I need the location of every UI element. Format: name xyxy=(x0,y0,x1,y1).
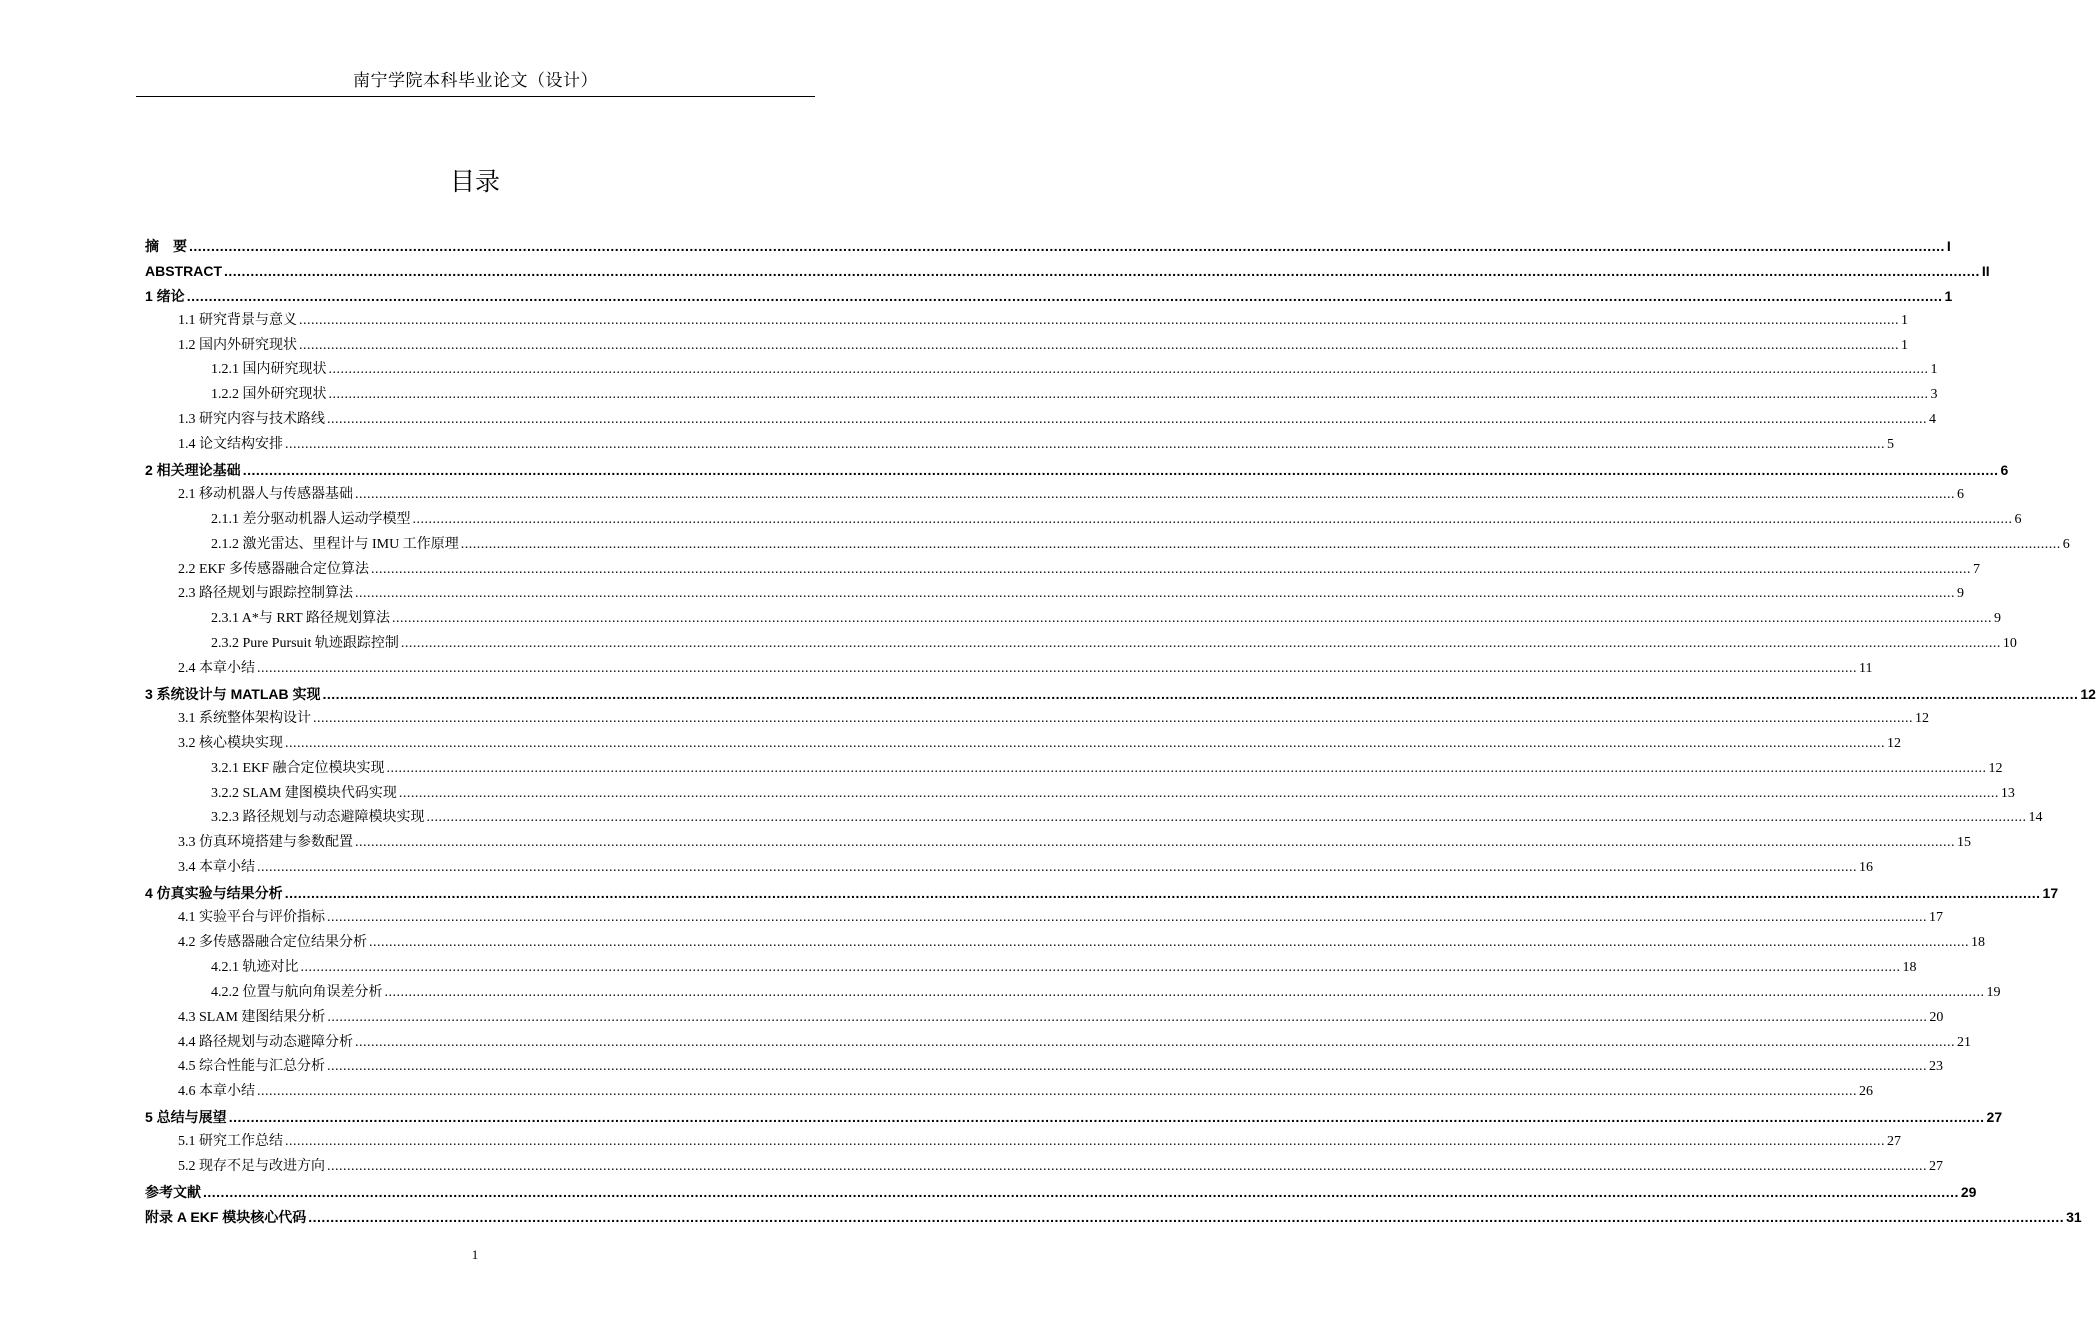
toc-entry-page: 31 xyxy=(2066,1208,2082,1225)
toc-entry[interactable] xyxy=(145,508,2022,533)
toc-entry-label: 1.2.1 国内研究现状 xyxy=(211,362,327,378)
toc-leader-dots: ................................................................................................................................................................................................................................................................................................................................................................................................................ xyxy=(257,860,1857,876)
toc-entry-page: 14 xyxy=(2028,810,2043,826)
toc-entry-label: 1.3 研究内容与技术路线 xyxy=(178,412,325,428)
toc-leader-dots: ................................................................................................................................................................................................................................................................................................................................................................................................................ xyxy=(398,785,1999,801)
toc-leader-dots: ................................................................................................................................................................................................................................................................................................................................................................................................................ xyxy=(203,1183,1959,1200)
toc-leader-dots: ................................................................................................................................................................................................................................................................................................................................................................................................................ xyxy=(400,636,2001,652)
toc-entry-label: 附录 A EKF 模块核心代码 xyxy=(145,1208,307,1225)
toc-entry-label: 4.5 综合性能与汇总分析 xyxy=(178,1059,325,1075)
toc-entry[interactable] xyxy=(145,607,2001,632)
toc-entry-label: 3.2.2 SLAM 建图模块代码实现 xyxy=(211,785,397,801)
toc-entry[interactable] xyxy=(145,458,2009,483)
toc-leader-dots: ................................................................................................................................................................................................................................................................................................................................................................................................................ xyxy=(308,1208,2065,1225)
toc-leader-dots: ................................................................................................................................................................................................................................................................................................................................................................................................................ xyxy=(299,312,1899,328)
toc-entry[interactable] xyxy=(145,956,1917,981)
toc-entry[interactable] xyxy=(145,831,1971,856)
toc-entry[interactable] xyxy=(145,1155,1943,1180)
page-number: 1 xyxy=(471,1247,479,1262)
toc-entry-page: 15 xyxy=(1957,835,1971,851)
toc-entry[interactable] xyxy=(145,881,2059,906)
toc-leader-dots: ................................................................................................................................................................................................................................................................................................................................................................................................................ xyxy=(228,1109,1985,1126)
toc-entry-label: 3.2.1 EKF 融合定位模块实现 xyxy=(211,760,385,776)
toc-entry[interactable] xyxy=(145,757,2003,782)
toc-entry-page: 1 xyxy=(1944,287,1953,304)
toc-entry-label: 3.4 本章小结 xyxy=(178,860,255,876)
toc-entry[interactable] xyxy=(145,806,2043,831)
toc-entry[interactable] xyxy=(145,483,1964,508)
toc-leader-dots: ................................................................................................................................................................................................................................................................................................................................................................................................................ xyxy=(327,1059,1927,1075)
toc-entry[interactable] xyxy=(145,334,1908,359)
toc-entry-page: 10 xyxy=(2002,636,2017,652)
toc-entry-page: 29 xyxy=(1960,1183,1977,1200)
toc-entry-page: 12 xyxy=(1988,760,2003,776)
toc-entry-label: 摘 要 xyxy=(145,238,187,254)
toc-entry-label: 4.4 路径规划与动态避障分析 xyxy=(178,1034,353,1050)
toc-entry-page: 12 xyxy=(1887,735,1901,751)
toc-entry-label: 5 总结与展望 xyxy=(145,1109,227,1126)
toc-entry-label: 2.4 本章小结 xyxy=(178,661,255,677)
toc-leader-dots: ................................................................................................................................................................................................................................................................................................................................................................................................................ xyxy=(426,810,2027,826)
toc-leader-dots: ................................................................................................................................................................................................................................................................................................................................................................................................................ xyxy=(327,412,1927,428)
toc-entry[interactable] xyxy=(145,906,1943,931)
toc-entry[interactable] xyxy=(145,981,2001,1006)
toc-leader-dots: ................................................................................................................................................................................................................................................................................................................................................................................................................ xyxy=(285,1134,1885,1150)
toc-entry[interactable] xyxy=(145,782,2015,807)
toc-entry-label: 4.2.2 位置与航向角误差分析 xyxy=(211,984,383,1000)
toc-entry-label: 1.1 研究背景与意义 xyxy=(178,312,297,328)
toc-entry[interactable] xyxy=(145,1180,1977,1205)
toc-leader-dots: ................................................................................................................................................................................................................................................................................................................................................................................................................ xyxy=(355,486,1955,502)
toc-leader-dots: ................................................................................................................................................................................................................................................................................................................................................................................................................ xyxy=(328,362,1929,378)
toc-entry-page: 16 xyxy=(1859,860,1873,876)
toc-entry-label: 4.6 本章小结 xyxy=(178,1084,255,1100)
toc-entry-page: 5 xyxy=(1887,437,1894,453)
toc-entry-page: 11 xyxy=(1859,661,1873,677)
toc-leader-dots: ................................................................................................................................................................................................................................................................................................................................................................................................................ xyxy=(412,511,2013,527)
toc-entry-label: 4.1 实验平台与评价指标 xyxy=(178,910,325,926)
toc-entry[interactable] xyxy=(145,1006,1944,1031)
toc-entry[interactable] xyxy=(145,1031,1971,1056)
header-rule xyxy=(136,96,815,97)
toc-entry-page: 6 xyxy=(2062,536,2070,552)
toc-entry-label: 4.2.1 轨迹对比 xyxy=(211,959,299,975)
toc-entry[interactable] xyxy=(145,1080,1873,1105)
toc-entry-label: 1.4 论文结构安排 xyxy=(178,437,283,453)
toc-entry-label: 1.2.2 国外研究现状 xyxy=(211,387,327,403)
toc-leader-dots: ................................................................................................................................................................................................................................................................................................................................................................................................................ xyxy=(370,561,1971,577)
toc-leader-dots: ................................................................................................................................................................................................................................................................................................................................................................................................................ xyxy=(322,686,2079,703)
toc-entry-label: 2.3.1 A*与 RRT 路径规划算法 xyxy=(211,611,390,627)
toc-entry-page: I xyxy=(1946,238,1951,254)
toc-leader-dots: ................................................................................................................................................................................................................................................................................................................................................................................................................ xyxy=(369,934,1969,950)
toc-entry-page: 21 xyxy=(1957,1034,1971,1050)
toc-entry-label: ABSTRACT xyxy=(145,262,222,279)
toc-entry-page: 6 xyxy=(2014,511,2022,527)
toc-entry-label: 4 仿真实验与结果分析 xyxy=(145,885,283,902)
toc-entry[interactable] xyxy=(145,558,1980,583)
toc-entry-label: 2 相关理论基础 xyxy=(145,462,241,479)
toc-entry-page: 27 xyxy=(1887,1134,1901,1150)
toc-entry-page: 6 xyxy=(2000,462,2009,479)
toc-entry-page: 26 xyxy=(1859,1084,1873,1100)
toc-leader-dots: ................................................................................................................................................................................................................................................................................................................................................................................................................ xyxy=(355,1034,1955,1050)
toc-entry-label: 2.3 路径规划与跟踪控制算法 xyxy=(178,586,353,602)
toc-leader-dots: ................................................................................................................................................................................................................................................................................................................................................................................................................ xyxy=(355,835,1955,851)
toc-entry-label: 2.1.1 差分驱动机器人运动学模型 xyxy=(211,511,411,527)
toc-entry[interactable] xyxy=(145,657,1873,682)
toc-leader-dots: ................................................................................................................................................................................................................................................................................................................................................................................................................ xyxy=(224,262,1980,279)
toc-leader-dots: ................................................................................................................................................................................................................................................................................................................................................................................................................ xyxy=(391,611,1992,627)
toc-entry[interactable] xyxy=(145,433,1894,458)
toc-entry-page: 17 xyxy=(2042,885,2059,902)
toc-entry[interactable] xyxy=(145,732,1901,757)
toc-leader-dots: ................................................................................................................................................................................................................................................................................................................................................................................................................ xyxy=(299,337,1899,353)
toc-entry-page: 18 xyxy=(1971,934,1985,950)
toc-leader-dots: ................................................................................................................................................................................................................................................................................................................................................................................................................ xyxy=(257,661,1857,677)
toc-entry[interactable] xyxy=(145,358,1938,383)
toc-entry-page: 17 xyxy=(1929,910,1943,926)
toc-leader-dots: ................................................................................................................................................................................................................................................................................................................................................................................................................ xyxy=(189,238,1945,254)
running-header: 南宁学院本科毕业论文（设计） xyxy=(353,71,598,91)
toc-leader-dots: ................................................................................................................................................................................................................................................................................................................................................................................................................ xyxy=(327,910,1927,926)
toc-leader-dots: ................................................................................................................................................................................................................................................................................................................................................................................................................ xyxy=(384,984,1985,1000)
toc-leader-dots: ................................................................................................................................................................................................................................................................................................................................................................................................................ xyxy=(327,1158,1927,1174)
toc-entry[interactable] xyxy=(145,408,1936,433)
toc-entry-page: II xyxy=(1981,262,1990,279)
toc-entry-label: 2.3.2 Pure Pursuit 轨迹跟踪控制 xyxy=(211,636,399,652)
toc-entry-label: 4.2 多传感器融合定位结果分析 xyxy=(178,934,367,950)
toc-entry-page: 20 xyxy=(1929,1009,1944,1025)
table-of-contents xyxy=(145,234,2096,1230)
toc-entry-page: 9 xyxy=(1957,586,1964,602)
toc-entry-page: 3 xyxy=(1930,387,1938,403)
toc-entry-page: 19 xyxy=(1986,984,2001,1000)
toc-entry-label: 参考文献 xyxy=(145,1183,201,1200)
toc-entry-label: 2.1.2 激光雷达、里程计与 IMU 工作原理 xyxy=(211,536,459,552)
toc-entry[interactable] xyxy=(145,1130,1901,1155)
toc-entry[interactable] xyxy=(145,632,2017,657)
toc-entry-page: 27 xyxy=(1986,1109,2003,1126)
toc-leader-dots: ................................................................................................................................................................................................................................................................................................................................................................................................................ xyxy=(285,735,1885,751)
toc-leader-dots: ................................................................................................................................................................................................................................................................................................................................................................................................................ xyxy=(285,437,1885,453)
page-title: 目录 xyxy=(449,167,500,196)
toc-entry-label: 5.1 研究工作总结 xyxy=(178,1134,283,1150)
toc-leader-dots: ................................................................................................................................................................................................................................................................................................................................................................................................................ xyxy=(313,710,1913,726)
toc-entry[interactable] xyxy=(145,707,1929,732)
toc-entry-label: 3.1 系统整体架构设计 xyxy=(178,710,311,726)
toc-leader-dots: ................................................................................................................................................................................................................................................................................................................................................................................................................ xyxy=(300,959,1901,975)
toc-entry-label: 3 系统设计与 MATLAB 实现 xyxy=(145,686,321,703)
toc-leader-dots: ................................................................................................................................................................................................................................................................................................................................................................................................................ xyxy=(257,1084,1857,1100)
toc-entry-page: 23 xyxy=(1929,1059,1943,1075)
toc-entry-page: 1 xyxy=(1901,337,1908,353)
toc-entry-page: 1 xyxy=(1930,362,1938,378)
toc-entry-label: 2.2 EKF 多传感器融合定位算法 xyxy=(178,561,369,577)
toc-entry[interactable] xyxy=(145,582,1964,607)
toc-entry[interactable] xyxy=(145,383,1938,408)
toc-entry-page: 13 xyxy=(2000,785,2015,801)
toc-entry[interactable] xyxy=(145,856,1873,881)
toc-entry[interactable] xyxy=(145,1055,1943,1080)
toc-leader-dots: ................................................................................................................................................................................................................................................................................................................................................................................................................ xyxy=(284,885,2041,902)
toc-entry[interactable] xyxy=(145,1105,2003,1130)
toc-entry-page: 1 xyxy=(1901,312,1908,328)
toc-entry-page: 27 xyxy=(1929,1158,1943,1174)
toc-entry[interactable] xyxy=(145,931,1985,956)
toc-entry-page: 18 xyxy=(1902,959,1917,975)
toc-entry-label: 2.1 移动机器人与传感器基础 xyxy=(178,486,353,502)
toc-leader-dots: ................................................................................................................................................................................................................................................................................................................................................................................................................ xyxy=(186,287,1943,304)
toc-leader-dots: ................................................................................................................................................................................................................................................................................................................................................................................................................ xyxy=(355,586,1955,602)
toc-entry-page: 12 xyxy=(1915,710,1929,726)
toc-entry-label: 3.2.3 路径规划与动态避障模块实现 xyxy=(211,810,425,826)
toc-leader-dots: ................................................................................................................................................................................................................................................................................................................................................................................................................ xyxy=(386,760,1987,776)
toc-entry[interactable] xyxy=(145,309,1908,334)
toc-entry-label: 3.3 仿真环境搭建与参数配置 xyxy=(178,835,353,851)
toc-entry-label: 5.2 现存不足与改进方向 xyxy=(178,1158,325,1174)
toc-entry[interactable] xyxy=(145,682,2096,707)
toc-entry-page: 12 xyxy=(2080,686,2096,703)
toc-entry-page: 6 xyxy=(1957,486,1964,502)
toc-entry-page: 9 xyxy=(1993,611,2001,627)
toc-entry[interactable] xyxy=(145,1205,2082,1230)
toc-entry[interactable] xyxy=(145,533,2070,558)
toc-entry-label: 1.2 国内外研究现状 xyxy=(178,337,297,353)
toc-entry-label: 4.3 SLAM 建图结果分析 xyxy=(178,1009,326,1025)
toc-entry-page: 4 xyxy=(1929,412,1936,428)
toc-leader-dots: ................................................................................................................................................................................................................................................................................................................................................................................................................ xyxy=(328,387,1929,403)
toc-entry[interactable] xyxy=(145,259,1990,284)
toc-leader-dots: ................................................................................................................................................................................................................................................................................................................................................................................................................ xyxy=(242,462,1999,479)
toc-leader-dots: ................................................................................................................................................................................................................................................................................................................................................................................................................ xyxy=(327,1009,1928,1025)
toc-entry-label: 3.2 核心模块实现 xyxy=(178,735,283,751)
toc-entry[interactable] xyxy=(145,234,1951,259)
toc-entry-label: 1 绪论 xyxy=(145,287,185,304)
toc-entry-page: 7 xyxy=(1972,561,1980,577)
toc-entry[interactable] xyxy=(145,284,1953,309)
toc-leader-dots: ................................................................................................................................................................................................................................................................................................................................................................................................................ xyxy=(460,536,2061,552)
